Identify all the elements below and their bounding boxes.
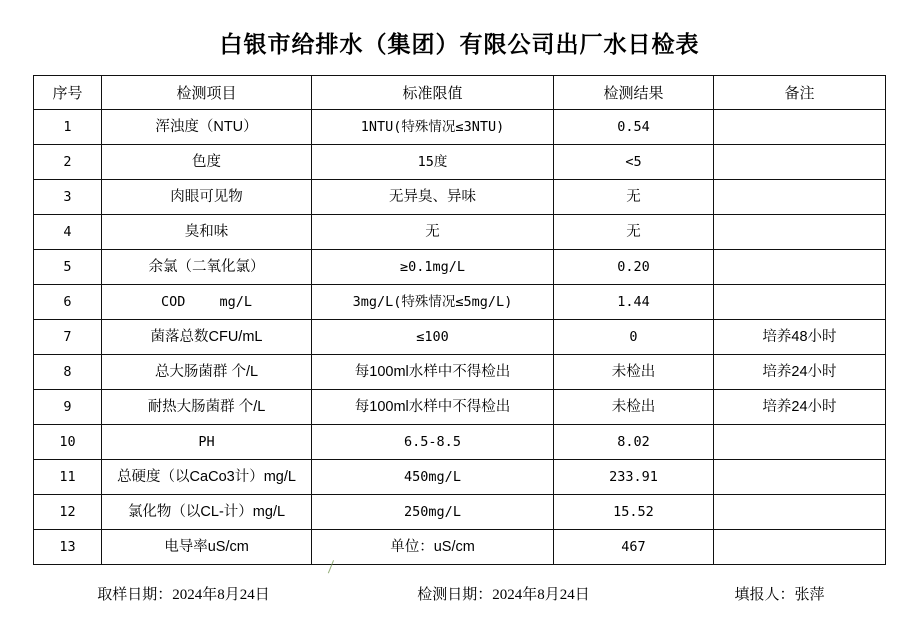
row-limit-value: 6.5-8.5 [404,434,461,450]
table-row [34,285,886,320]
row-limit [312,110,554,145]
row-item [102,425,312,460]
row-remark [714,530,886,565]
row-remark [714,215,886,250]
table-row [34,180,886,215]
row-result-value: 233.91 [609,469,658,485]
row-limit [312,180,554,215]
row-result-value: 8.02 [617,434,650,450]
row-limit [312,495,554,530]
row-item-value: 总硬度（以CaCo3计）mg/L [117,469,296,485]
row-no-value: 10 [59,434,76,450]
row-result [554,250,714,285]
row-no [34,355,102,390]
table-row [34,530,886,565]
row-limit-value: 无异臭、异味 [389,189,476,205]
row-item-value: 色度 [192,154,221,170]
row-limit-value: 450mg/L [404,469,461,485]
row-result-value: 0.54 [617,119,650,135]
row-remark-value: 培养48小时 [762,329,837,345]
row-no [34,460,102,495]
row-no [34,110,102,145]
row-result-value: 未检出 [611,399,656,415]
row-limit-value: 每100ml水样中不得检出 [354,399,511,415]
testing-date: 检测日期：2024年8月24日 [417,587,590,603]
row-no-value: 6 [63,294,72,310]
table-row [34,390,886,425]
row-result [554,460,714,495]
row-result-value: 467 [621,539,646,555]
row-limit [312,250,554,285]
header-result: 检测结果 [554,76,714,110]
row-item-value: 浑浊度（NTU） [155,119,258,135]
table-row [34,215,886,250]
footer [34,577,886,604]
row-no [34,145,102,180]
table-row [34,110,886,145]
row-limit [312,390,554,425]
row-no-value: 8 [63,364,72,380]
row-item [102,215,312,250]
row-item-value: 耐热大肠菌群 个/L [147,399,266,415]
row-result [554,495,714,530]
row-no [34,250,102,285]
row-result [554,320,714,355]
table-row [34,495,886,530]
row-limit [312,285,554,320]
row-limit-value: ≥0.1mg/L [399,259,466,275]
row-item-value: COD [161,294,186,310]
row-item-value: 菌落总数CFU/mL [150,329,263,345]
table-row [34,320,886,355]
row-result [554,390,714,425]
row-item-value: 肉眼可见物 [170,189,243,205]
row-item [102,390,312,425]
row-remark-value: 培养24小时 [762,399,837,415]
row-result-value: <5 [625,154,642,170]
row-no-value: 5 [63,259,72,275]
row-result-value: 未检出 [611,364,656,380]
row-remark [714,110,886,145]
row-no-value: 11 [59,469,76,485]
row-remark [714,460,886,495]
row-remark [714,355,886,390]
row-item [102,180,312,215]
row-limit [312,460,554,495]
row-item [102,460,312,495]
row-limit-value: 1NTU(特殊情况≤3NTU) [360,119,505,135]
row-no [34,390,102,425]
row-item [102,250,312,285]
row-item [102,285,312,320]
row-no-value: 4 [63,224,72,240]
row-limit [312,530,554,565]
row-remark [714,320,886,355]
row-remark-value: 培养24小时 [762,364,837,380]
row-item [102,530,312,565]
row-result [554,355,714,390]
row-no-value: 2 [63,154,72,170]
row-item-value: 余氯（二氧化氯） [148,259,265,275]
row-no-value: 7 [63,329,72,345]
row-result-value: 无 [626,189,641,205]
row-limit [312,145,554,180]
table-row [34,250,886,285]
table-row [34,425,886,460]
row-result-value: 无 [626,224,641,240]
row-result-value: 0.20 [617,259,650,275]
header-limit: 标准限值 [312,76,554,110]
table-row [34,145,886,180]
table-header-row [34,76,886,110]
row-result [554,180,714,215]
table-row [34,355,886,390]
header-remark: 备注 [714,76,886,110]
row-item-value: PH [198,434,215,450]
row-result [554,425,714,460]
row-remark [714,285,886,320]
row-no [34,425,102,460]
row-remark [714,250,886,285]
sampling-date: 取样日期：2024年8月24日 [97,587,270,603]
row-limit [312,425,554,460]
row-no [34,320,102,355]
row-item-value: 臭和味 [184,224,229,240]
page-title: 白银市给排水（集团）有限公司出厂水日检表 [219,32,700,57]
row-remark [714,180,886,215]
row-remark [714,425,886,460]
row-no-value: 3 [63,189,72,205]
row-result-value: 15.52 [613,504,654,520]
row-limit [312,320,554,355]
filled-by: 填报人：张萍 [734,587,825,603]
header-item: 检测项目 [102,76,312,110]
row-result [554,530,714,565]
row-limit-value: 单位：uS/cm [390,539,475,555]
row-limit [312,355,554,390]
row-no [34,530,102,565]
table-row [34,460,886,495]
row-limit-value: 3mg/L(特殊情况≤5mg/L) [352,294,513,310]
row-remark [714,495,886,530]
row-limit-value: 无 [425,224,440,240]
row-result [554,285,714,320]
row-item [102,355,312,390]
row-no [34,180,102,215]
row-limit-value: 250mg/L [404,504,461,520]
row-limit-value: ≤100 [416,329,449,345]
row-result-value: 0 [629,329,638,345]
row-limit-value: 15度 [417,154,448,170]
header-no: 序号 [34,76,102,110]
row-no-value: 13 [59,539,76,555]
row-item [102,495,312,530]
row-item-unit: mg/L [219,294,252,310]
row-limit-value: 每100ml水样中不得检出 [354,364,511,380]
row-no-value: 12 [59,504,76,520]
row-item-value: 总大肠菌群 个/L [154,364,259,380]
row-item [102,110,312,145]
row-item [102,320,312,355]
row-result-value: 1.44 [617,294,650,310]
row-result [554,215,714,250]
row-remark [714,145,886,180]
row-no [34,215,102,250]
row-no [34,285,102,320]
row-result [554,110,714,145]
row-item-value: 氯化物（以CL-计）mg/L [127,504,286,520]
row-remark [714,390,886,425]
row-no-value: 9 [63,399,72,415]
row-item-value: 电导率uS/cm [164,539,249,555]
row-result [554,145,714,180]
row-limit [312,215,554,250]
row-no-value: 1 [63,119,72,135]
row-item [102,145,312,180]
row-no [34,495,102,530]
water-quality-table [33,75,886,565]
